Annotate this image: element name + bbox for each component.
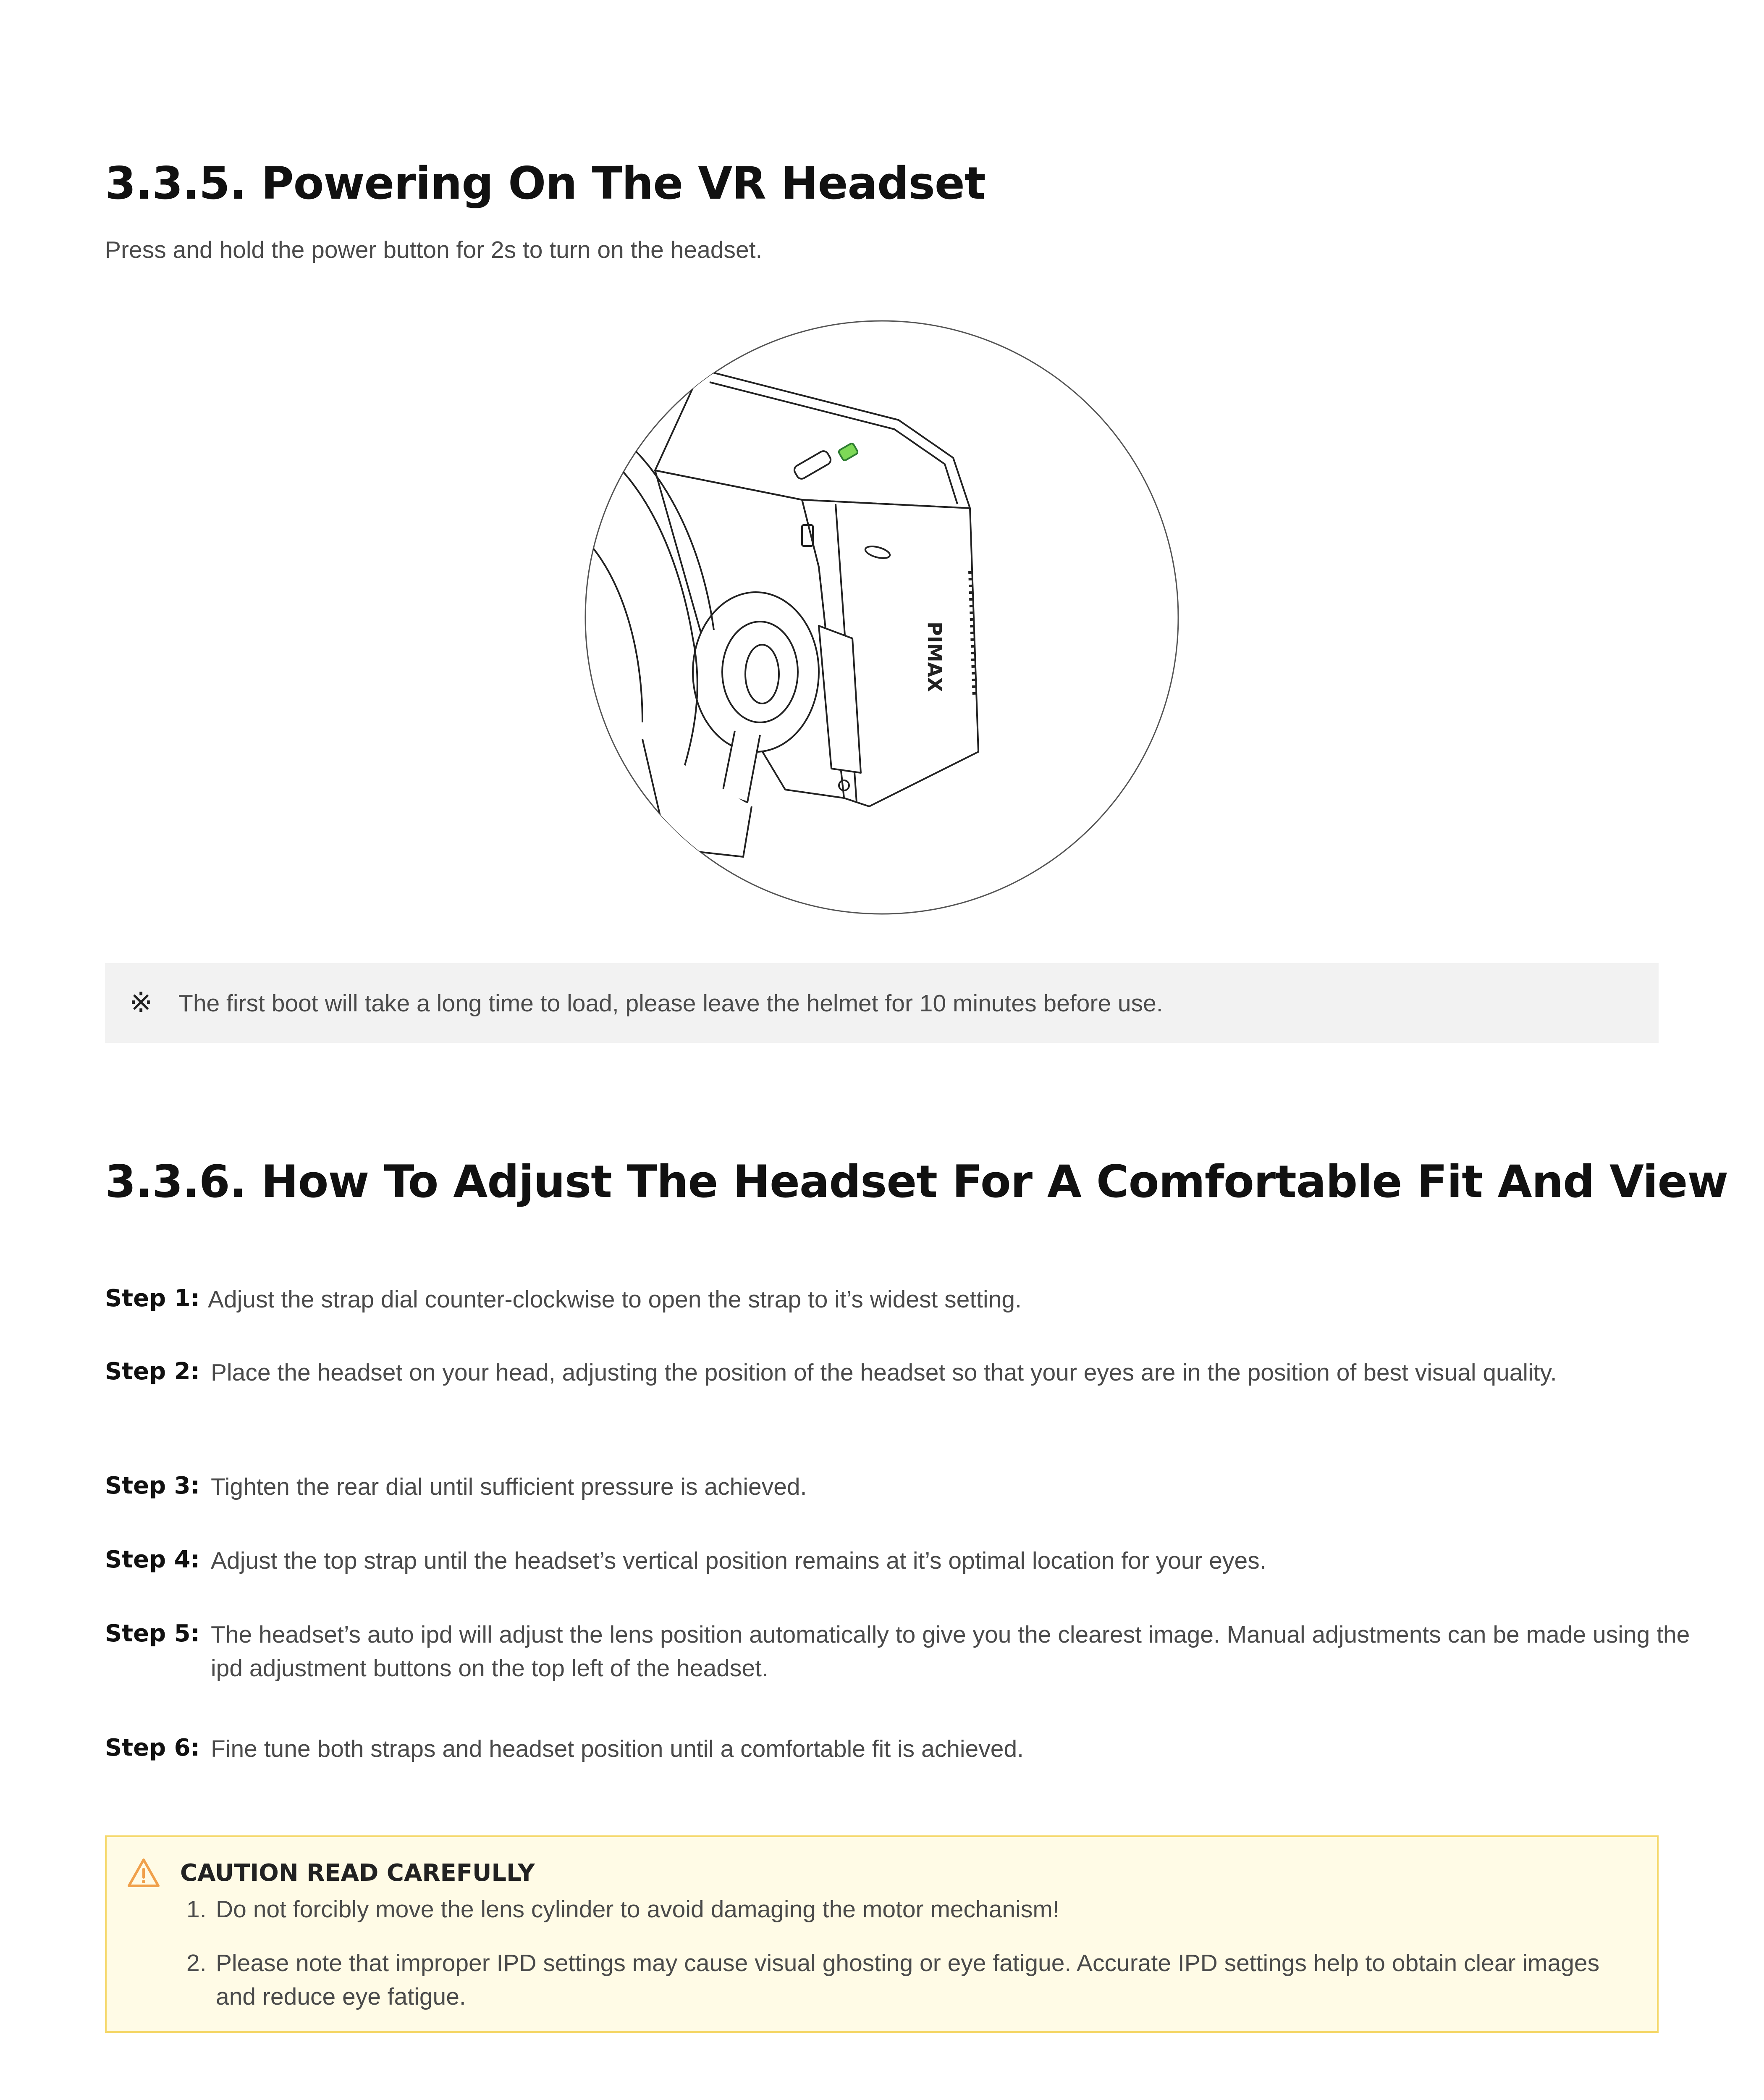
caution-title: CAUTION READ CAREFULLY bbox=[180, 1859, 535, 1887]
step-text: Tighten the rear dial until sufficient pressure is achieved. bbox=[211, 1473, 807, 1500]
step-label: Step 2: bbox=[105, 1358, 200, 1385]
caution-item-number: 2. bbox=[186, 1950, 207, 1977]
caution-item-text: Please note that improper IPD settings may cause visual ghosting or eye fatigue. Accurate IPD settings help to obtain clear images and reduce eye fatigue. bbox=[216, 1950, 1600, 2010]
power-on-instruction: Press and hold the power button for 2s to turn on the headset. bbox=[105, 236, 763, 263]
reference-mark-icon: ※ bbox=[129, 986, 153, 1018]
step-label: Step 3: bbox=[105, 1472, 200, 1499]
device-brand-label: PIMAX bbox=[923, 622, 946, 692]
section-heading-adjust-fit: 3.3.6. How To Adjust The Headset For A Comfortable Fit And View bbox=[105, 1156, 1728, 1208]
caution-list bbox=[186, 1893, 1622, 2013]
step-text: Fine tune both straps and headset position until a comfortable fit is achieved. bbox=[211, 1735, 1024, 1762]
step-label: Step 1: bbox=[105, 1285, 200, 1312]
caution-box bbox=[105, 1835, 1659, 2033]
step-label: Step 6: bbox=[105, 1734, 200, 1761]
step-text: Adjust the top strap until the headset’s vertical position remains at it’s optimal location for your eyes. bbox=[211, 1547, 1266, 1574]
caution-item bbox=[186, 1893, 1622, 1926]
caution-item bbox=[186, 1946, 1622, 2013]
step-text: Adjust the strap dial counter-clockwise to open the strap to it’s widest setting. bbox=[208, 1286, 1022, 1313]
warning-triangle-icon bbox=[127, 1857, 160, 1888]
vr-headset-power-button-illustration bbox=[584, 319, 1180, 916]
caution-item-text: Do not forcibly move the lens cylinder to avoid damaging the motor mechanism! bbox=[216, 1896, 1059, 1923]
step-label: Step 4: bbox=[105, 1546, 200, 1573]
step-text: Place the headset on your head, adjusting the position of the headset so that your eyes are in the position of best visual quality. bbox=[211, 1359, 1557, 1386]
first-boot-note bbox=[105, 963, 1659, 1043]
caution-item-number: 1. bbox=[186, 1896, 207, 1923]
section-heading-powering-on: 3.3.5. Powering On The VR Headset bbox=[105, 158, 986, 209]
step-label: Step 5: bbox=[105, 1620, 200, 1647]
first-boot-note-text: The first boot will take a long time to load, please leave the helmet for 10 minutes before use. bbox=[178, 990, 1163, 1017]
step-text: The headset’s auto ipd will adjust the lens position automatically to give you the clearest image. Manual adjustments can be made using the ipd adjustment buttons on the top left of the headset. bbox=[211, 1621, 1690, 1682]
